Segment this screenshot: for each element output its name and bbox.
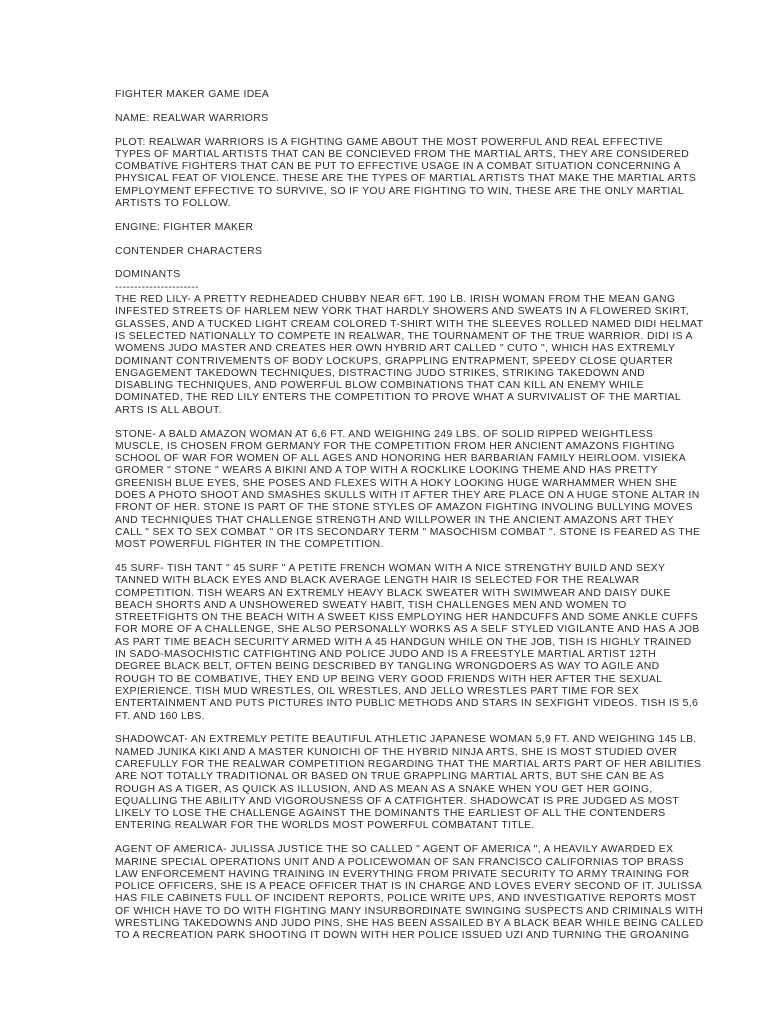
text-line: DISABLING TECHNIQUES, AND POWERFUL BLOW COMBINATIONS THAT CAN KILL AN ENEMY WHILE [115, 380, 644, 392]
text-line: DOES A PHOTO SHOOT AND SMASHES SKULLS WITH IT AFTER THEY ARE PLACE ON A HUGE STONE ALTAR IN [115, 490, 700, 502]
doc-title [115, 89, 655, 101]
text-line: DEGREE BLACK BELT, OFTEN BEING DESCRIBED BY TANGLING WRONGDOERS AS WAY TO AGILE AND [115, 661, 660, 673]
text-line: MARINE SPECIAL OPERATIONS UNIT AND A POLICEWOMAN OF SAN FRANCISCO CALIFORNIAS TOP BRASS [115, 856, 684, 868]
text-line: ENGAGEMENT TAKEDOWN TECHNIQUES, DISTRACTING JUDO STRIKES, STRIKING TAKEDOWN AND [115, 367, 645, 379]
text-line: DOMINANT CONTRIVEMENTS OF BODY LOCKUPS, GRAPPLING ENTRAPMENT, SPEEDY CLOSE QUARTER [115, 355, 673, 367]
text-line: HAS FILE CABINETS FULL OF INCIDENT REPORTS, POLICE WRITE UPS, AND INVESTIGATIVE REPORTS MOST [115, 893, 697, 905]
text-line: INFESTED STREETS OF HARLEM NEW YORK THAT HARDLY SHOWERS AND SWEATS IN A FLOWERED SKIRT, [115, 306, 689, 318]
text-line: THE RED LILY- A PRETTY REDHEADED CHUBBY NEAR 6FT. 190 LB. IRISH WOMAN FROM THE MEAN GANG [115, 294, 676, 306]
stone-paragraph [115, 428, 701, 552]
text-line: TANNED WITH BLACK EYES AND BLACK AVERAGE LENGTH HAIR IS SELECTED FOR THE REALWAR [115, 575, 640, 587]
text-line: GLASSES, AND A TUCKED LIGHT CREAM COLORED T-SHIRT WITH THE SLEEVES ROLLED NAMED DIDI HELMAT [115, 318, 704, 330]
text-line: DOMINATED, THE RED LILY ENTERS THE COMPETITION TO PROVE WHAT A SURVIVALIST OF THE MARTIAL [115, 392, 681, 404]
text-line: TO A RECREATION PARK SHOOTING IT DOWN WITH HER POLICE ISSUED UZI AND TURNING THE GROANING [115, 930, 690, 942]
text-line: FT. AND 160 LBS. [115, 710, 205, 722]
text-line: ENGINE: FIGHTER MAKER [115, 221, 254, 233]
text-line: FIGHTER MAKER GAME IDEA [115, 89, 270, 100]
text-line: ---------------------- [115, 281, 199, 293]
text-line: PHYSICAL FEAT OF VIOLENCE. THESE ARE THE TYPES OF MARTIAL ARTISTS THAT MAKE THE MARTIAL ARTS [115, 173, 697, 185]
plot-paragraph [115, 136, 697, 211]
text-line: ARTS IS ALL ABOUT. [115, 404, 222, 416]
text-line: NAMED JUNIKA KIKI AND A MASTER KUNOICHI OF THE HYBRID NINJA ARTS, SHE IS MOST STUDIED OVER [115, 746, 678, 758]
text-line: AS PART TIME BEACH SECURITY ARMED WITH A 45 HANDGUN WHILE ON THE JOB, TISH IS HIGHLY TRAINED [115, 636, 692, 648]
text-line: TYPES OF MARTIAL ARTISTS THAT CAN BE CONCIEVED FROM THE MARTIAL ARTS, THEY ARE CONSIDERED [115, 148, 690, 160]
text-line: CAREFULLY FOR THE REALWAR COMPETITION REGARDING THAT THE MARTIAL ARTS PART OF HER ABILITIES [115, 758, 702, 770]
text-line: OF WHICH HAVE TO DO WITH FIGHTING MANY INSURBORDINATE SWINGING SUSPECTS AND CRIMINALS WITH [115, 905, 704, 917]
dominants-heading [115, 269, 655, 294]
text-line: BEACH SHORTS AND A UNSHOWERED SWEATY HABIT, TISH CHALLENGES MEN AND WOMEN TO [115, 599, 627, 611]
contender-heading [115, 246, 655, 258]
text-line: POLICE OFFICERS, SHE IS A PEACE OFFICER THAT IS IN CHARGE AND LOVES EVERY SECOND OF IT. JULISSA [115, 881, 703, 893]
text-line: PLOT: REALWAR WARRIORS IS A FIGHTING GAME ABOUT THE MOST POWERFUL AND REAL EFFECTIVE [115, 136, 663, 148]
text-line: ROUGH TO BE COMBATIVE, THEY END UP BEING VERY GOOD FRIENDS WITH HER AFTER THE SEXUAL [115, 673, 663, 685]
text-line: ENTERTAINMENT AND PUTS PICTURES INTO PUBLIC METHODS AND STARS IN SEXFIGHT VIDEOS. TISH IS 5,6 [115, 698, 699, 710]
text-line: STONE- A BALD AMAZON WOMAN AT 6,6 FT. AND WEIGHING 249 LBS. OF SOLID RIPPED WEIGHTLESS [115, 428, 654, 440]
text-line: GROMER " STONE " WEARS A BIKINI AND A TOP WITH A ROCKLIKE LOOKING THEME AND HAS PRETTY [115, 465, 658, 477]
agent-of-america-paragraph [115, 844, 704, 942]
text-line: SCHOOL OF WAR FOR WOMEN OF ALL AGES AND HONORING HER BARBARIAN FAMILY HEIRLOOM. VISIEKA [115, 453, 687, 465]
text-line: 45 SURF- TISH TANT " 45 SURF " A PETITE FRENCH WOMAN WITH A NICE STRENGTHY BUILD AND SEXY [115, 563, 666, 574]
text-line: EXPIERIENCE. TISH MUD WRESTLES, OIL WRESTLES, AND JELLO WRESTLES PART TIME FOR SEX [115, 685, 639, 697]
text-line: IN SADO-MASOCHISTIC CATFIGHTING AND POLICE JUDO AND IS A FREESTYLE MARTIAL ARTIST 12TH [115, 649, 657, 661]
text-line: EMPLOYMENT EFFECTIVE TO SURVIVE, SO IF YOU ARE FIGHTING TO WIN, THESE ARE THE ONLY MARTIAL [115, 185, 685, 197]
text-line: LIKELY TO LOSE THE CHALLENGE AGAINST THE DOMINANTS THE EARLIEST OF ALL THE CONTENDERS [115, 808, 666, 820]
engine-line [115, 222, 655, 234]
surf-paragraph [115, 563, 700, 723]
text-line: GREENISH BLUE EYES, SHE POSES AND FLEXES WITH A HOKY LOOKING HUGE WARHAMMER WHEN SHE [115, 477, 678, 489]
shadowcat-paragraph [115, 734, 702, 832]
text-line: COMPETITION. TISH WEARS AN EXTREMLY HEAVY BLACK SWEATER WITH SWIMWEAR AND DAISY DUKE [115, 587, 671, 599]
text-line: STREETFIGHTS ON THE BEACH WITH A SWEET KISS EMPLOYING HER HANDCUFFS AND SOME ANKLE CUFFS [115, 612, 698, 624]
text-line: LAW ENFORCEMENT HAVING TRAINING IN EVERYTHING FROM PRIVATE SECURITY TO ARMY TRAINING FOR [115, 868, 690, 880]
text-line: WOMENS JUDO MASTER AND CREATES HER OWN HYBRID ART CALLED " CUTO ", WHICH HAS EXTREMLY [115, 343, 676, 355]
text-line: CONTENDER CHARACTERS [115, 245, 263, 257]
text-line: AGENT OF AMERICA- JULISSA JUSTICE THE SO CALLED " AGENT OF AMERICA ", A HEAVILY AWARDED EX [115, 844, 674, 856]
text-line: MOST POWERFUL FIGHTER IN THE COMPETITION. [115, 539, 384, 551]
text-line: ENTERING REALWAR FOR THE WORLDS MOST POWERFUL COMBATANT TITLE. [115, 820, 535, 832]
text-line: ARE NOT TOTALLY TRADITIONAL OR BASED ON TRUE GRAPPLING MARTIAL ARTS, BUT SHE CAN BE AS [115, 771, 665, 783]
game-name [115, 113, 655, 125]
text-line: AND TECHNIQUES THAT CHALLENGE STRENGTH AND WILLPOWER IN THE ANCIENT AMAZONS ART THEY [115, 514, 674, 526]
text-line: MUSCLE, IS CHOSEN FROM GERMANY FOR THE COMPETITION FROM HER ANCIENT AMAZONS FIGHTING [115, 440, 675, 452]
text-line: SHADOWCAT- AN EXTREMLY PETITE BEAUTIFUL ATHLETIC JAPANESE WOMAN 5,9 FT. AND WEIGHING 145 LB. [115, 734, 697, 746]
text-line: IS SELECTED NATIONALLY TO COMPETE IN REALWAR, THE TOURNAMENT OF THE TRUE WARRIOR. DIDI IS A [115, 330, 693, 342]
red-lily-paragraph [115, 294, 704, 417]
text-line: COMBATIVE FIGHTERS THAT CAN BE PUT TO EFFECTIVE USAGE IN A COMBAT SITUATION CONCERNING A [115, 161, 681, 173]
text-line: FOR MORE OF A CHALLENGE, SHE ALSO PERSONALLY WORKS AS A SELF STYLED VIGILANTE AND HAS A JOB [115, 624, 700, 636]
text-line: EQUALLING THE ABILITY AND VIGOROUSNESS OF A CATFIGHTER. SHADOWCAT IS PRE JUDGED AS MOST [115, 795, 680, 807]
text-line: ARTISTS TO FOLLOW. [115, 198, 232, 210]
text-line: WRESTLING TAKEDOWNS AND JUDO PINS, SHE HAS BEEN ASSAILED BY A BLACK BEAR WHILE BEING CALLED [115, 918, 704, 930]
text-line: CALL " SEX TO SEX COMBAT " OR ITS SECONDARY TERM " MASOCHISM COMBAT ". STONE IS FEARED AS THE [115, 526, 701, 538]
text-line: ROUGH AS A TIGER, AS QUICK AS ILLUSION, AND AS MEAN AS A SNAKE WHEN YOU GET HER GOING, [115, 783, 653, 795]
text-line: FRONT OF HER. STONE IS PART OF THE STONE STYLES OF AMAZON FIGHTING INVOLING BULLYING MOVES [115, 502, 693, 514]
text-line: DOMINANTS [115, 269, 181, 281]
document-body [115, 89, 704, 954]
text-line: NAME: REALWAR WARRIORS [115, 112, 269, 124]
